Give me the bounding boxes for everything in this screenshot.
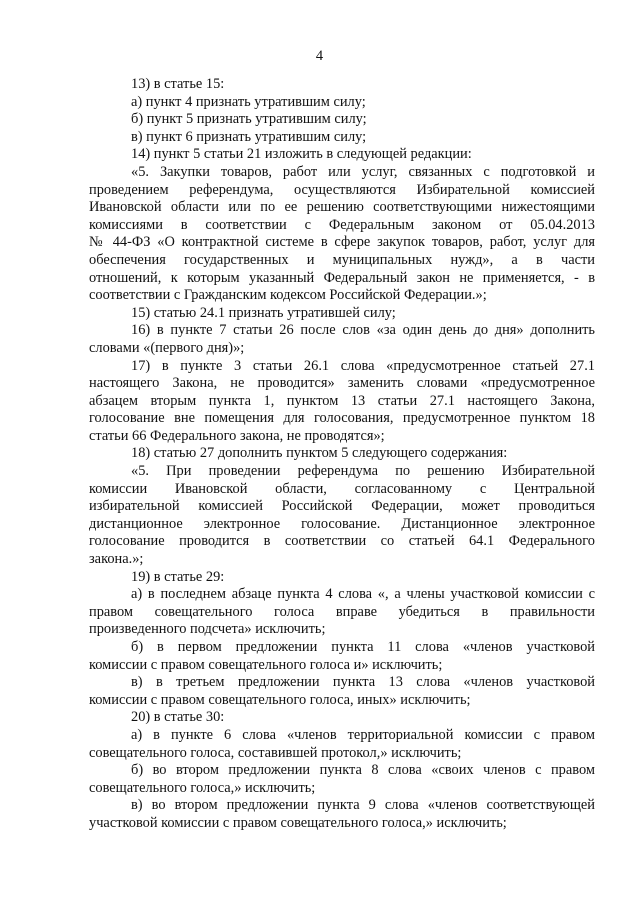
text-line: а) в пункте 6 слова «членов территориальной комиссии с правом <box>131 726 595 743</box>
text-line: № 44-ФЗ «О контрактной системе в сфере закупок товаров, работ, услуг для <box>89 234 595 251</box>
text-line: комиссиями в соответствии с Федеральным законом от 05.04.2013 <box>89 216 595 233</box>
text-line: 15) статью 24.1 признать утратившей силу; <box>131 304 396 321</box>
text-line: статьи 66 Федерального закона, не проводятся»; <box>89 427 385 444</box>
text-line: закона.»; <box>89 551 144 568</box>
text-line: комиссии с правом совещательного голоса, иных» исключить; <box>89 691 471 708</box>
text-line: голосование проводится в соответствии со статьей 64.1 Федерального <box>89 533 595 550</box>
text-line: Ивановской области или по ее решению соответствующими нижестоящими <box>89 199 595 216</box>
text-line: 13) в статье 15: <box>131 76 225 92</box>
text-line: 14) пункт 5 статьи 21 изложить в следующей редакции: <box>131 146 472 163</box>
text-line: совещательного голоса,» исключить; <box>89 779 316 796</box>
text-line: обеспечения государственных и муниципальных нужд», а в части <box>89 251 595 268</box>
text-line: проведением референдума, осуществляются Избирательной комиссией <box>89 181 595 198</box>
text-line: в) в третьем предложении пункта 13 слова «членов участковой <box>131 674 595 691</box>
text-line: участковой комиссии с правом совещательного голоса,» исключить; <box>89 814 507 831</box>
document-body <box>89 76 595 833</box>
text-line: голосование вне помещения для голосования, предусмотренное пунктом 18 <box>89 410 595 427</box>
text-line: словами «(первого дня)»; <box>89 339 245 356</box>
text-line: дистанционное электронное голосование. Дистанционное электронное <box>89 515 595 532</box>
text-line: а) в последнем абзаце пункта 4 слова «, а члены участковой комиссии с <box>131 586 595 603</box>
text-line: комиссии с правом совещательного голоса и» исключить; <box>89 656 443 673</box>
text-line: совещательного голоса, составившей протокол,» исключить; <box>89 744 462 761</box>
text-line: 17) в пункте 3 статьи 26.1 слова «предусмотренное статьей 27.1 <box>131 357 595 374</box>
text-line: комиссии Ивановской области, согласованному с Центральной <box>89 480 595 497</box>
text-line: абзацем вторым пункта 1, пунктом 13 статьи 27.1 настоящего Закона, <box>89 392 595 409</box>
text-line: в) во втором предложении пункта 9 слова «членов соответствующей <box>131 797 595 814</box>
text-line: б) пункт 5 признать утратившим силу; <box>131 111 367 128</box>
text-line: «5. Закупки товаров, работ или услуг, связанных с подготовкой и <box>131 163 595 180</box>
text-line: соответствии с Гражданским кодексом Российской Федерации.»; <box>89 287 487 304</box>
text-line: отношений, к которым указанный Федеральный закон не применяется, - в <box>89 269 595 286</box>
text-line: 18) статью 27 дополнить пунктом 5 следующего содержания: <box>131 445 508 462</box>
text-line: «5. При проведении референдума по решению Избирательной <box>131 463 595 480</box>
text-line: 20) в статье 30: <box>131 709 225 726</box>
text-line: б) в первом предложении пункта 11 слова «членов участковой <box>131 639 595 655</box>
text-line: правом совещательного голоса вправе убедиться в правильности <box>89 603 595 620</box>
text-line: в) пункт 6 признать утратившим силу; <box>131 128 367 145</box>
text-line: а) пункт 4 признать утратившим силу; <box>131 93 366 110</box>
text-line: настоящего Закона, не проводится» заменить словами «предусмотренное <box>89 375 595 392</box>
text-line: 19) в статье 29: <box>131 568 225 585</box>
page-number: 4 <box>315 48 324 64</box>
text-line: б) во втором предложении пункта 8 слова «своих членов с правом <box>131 762 595 779</box>
text-line: произведенного подсчета» исключить; <box>89 621 326 638</box>
text-line: 16) в пункте 7 статьи 26 после слов «за один день до дня» дополнить <box>131 322 595 339</box>
text-line: избирательной комиссией Российской Федерации, может проводиться <box>89 498 595 515</box>
